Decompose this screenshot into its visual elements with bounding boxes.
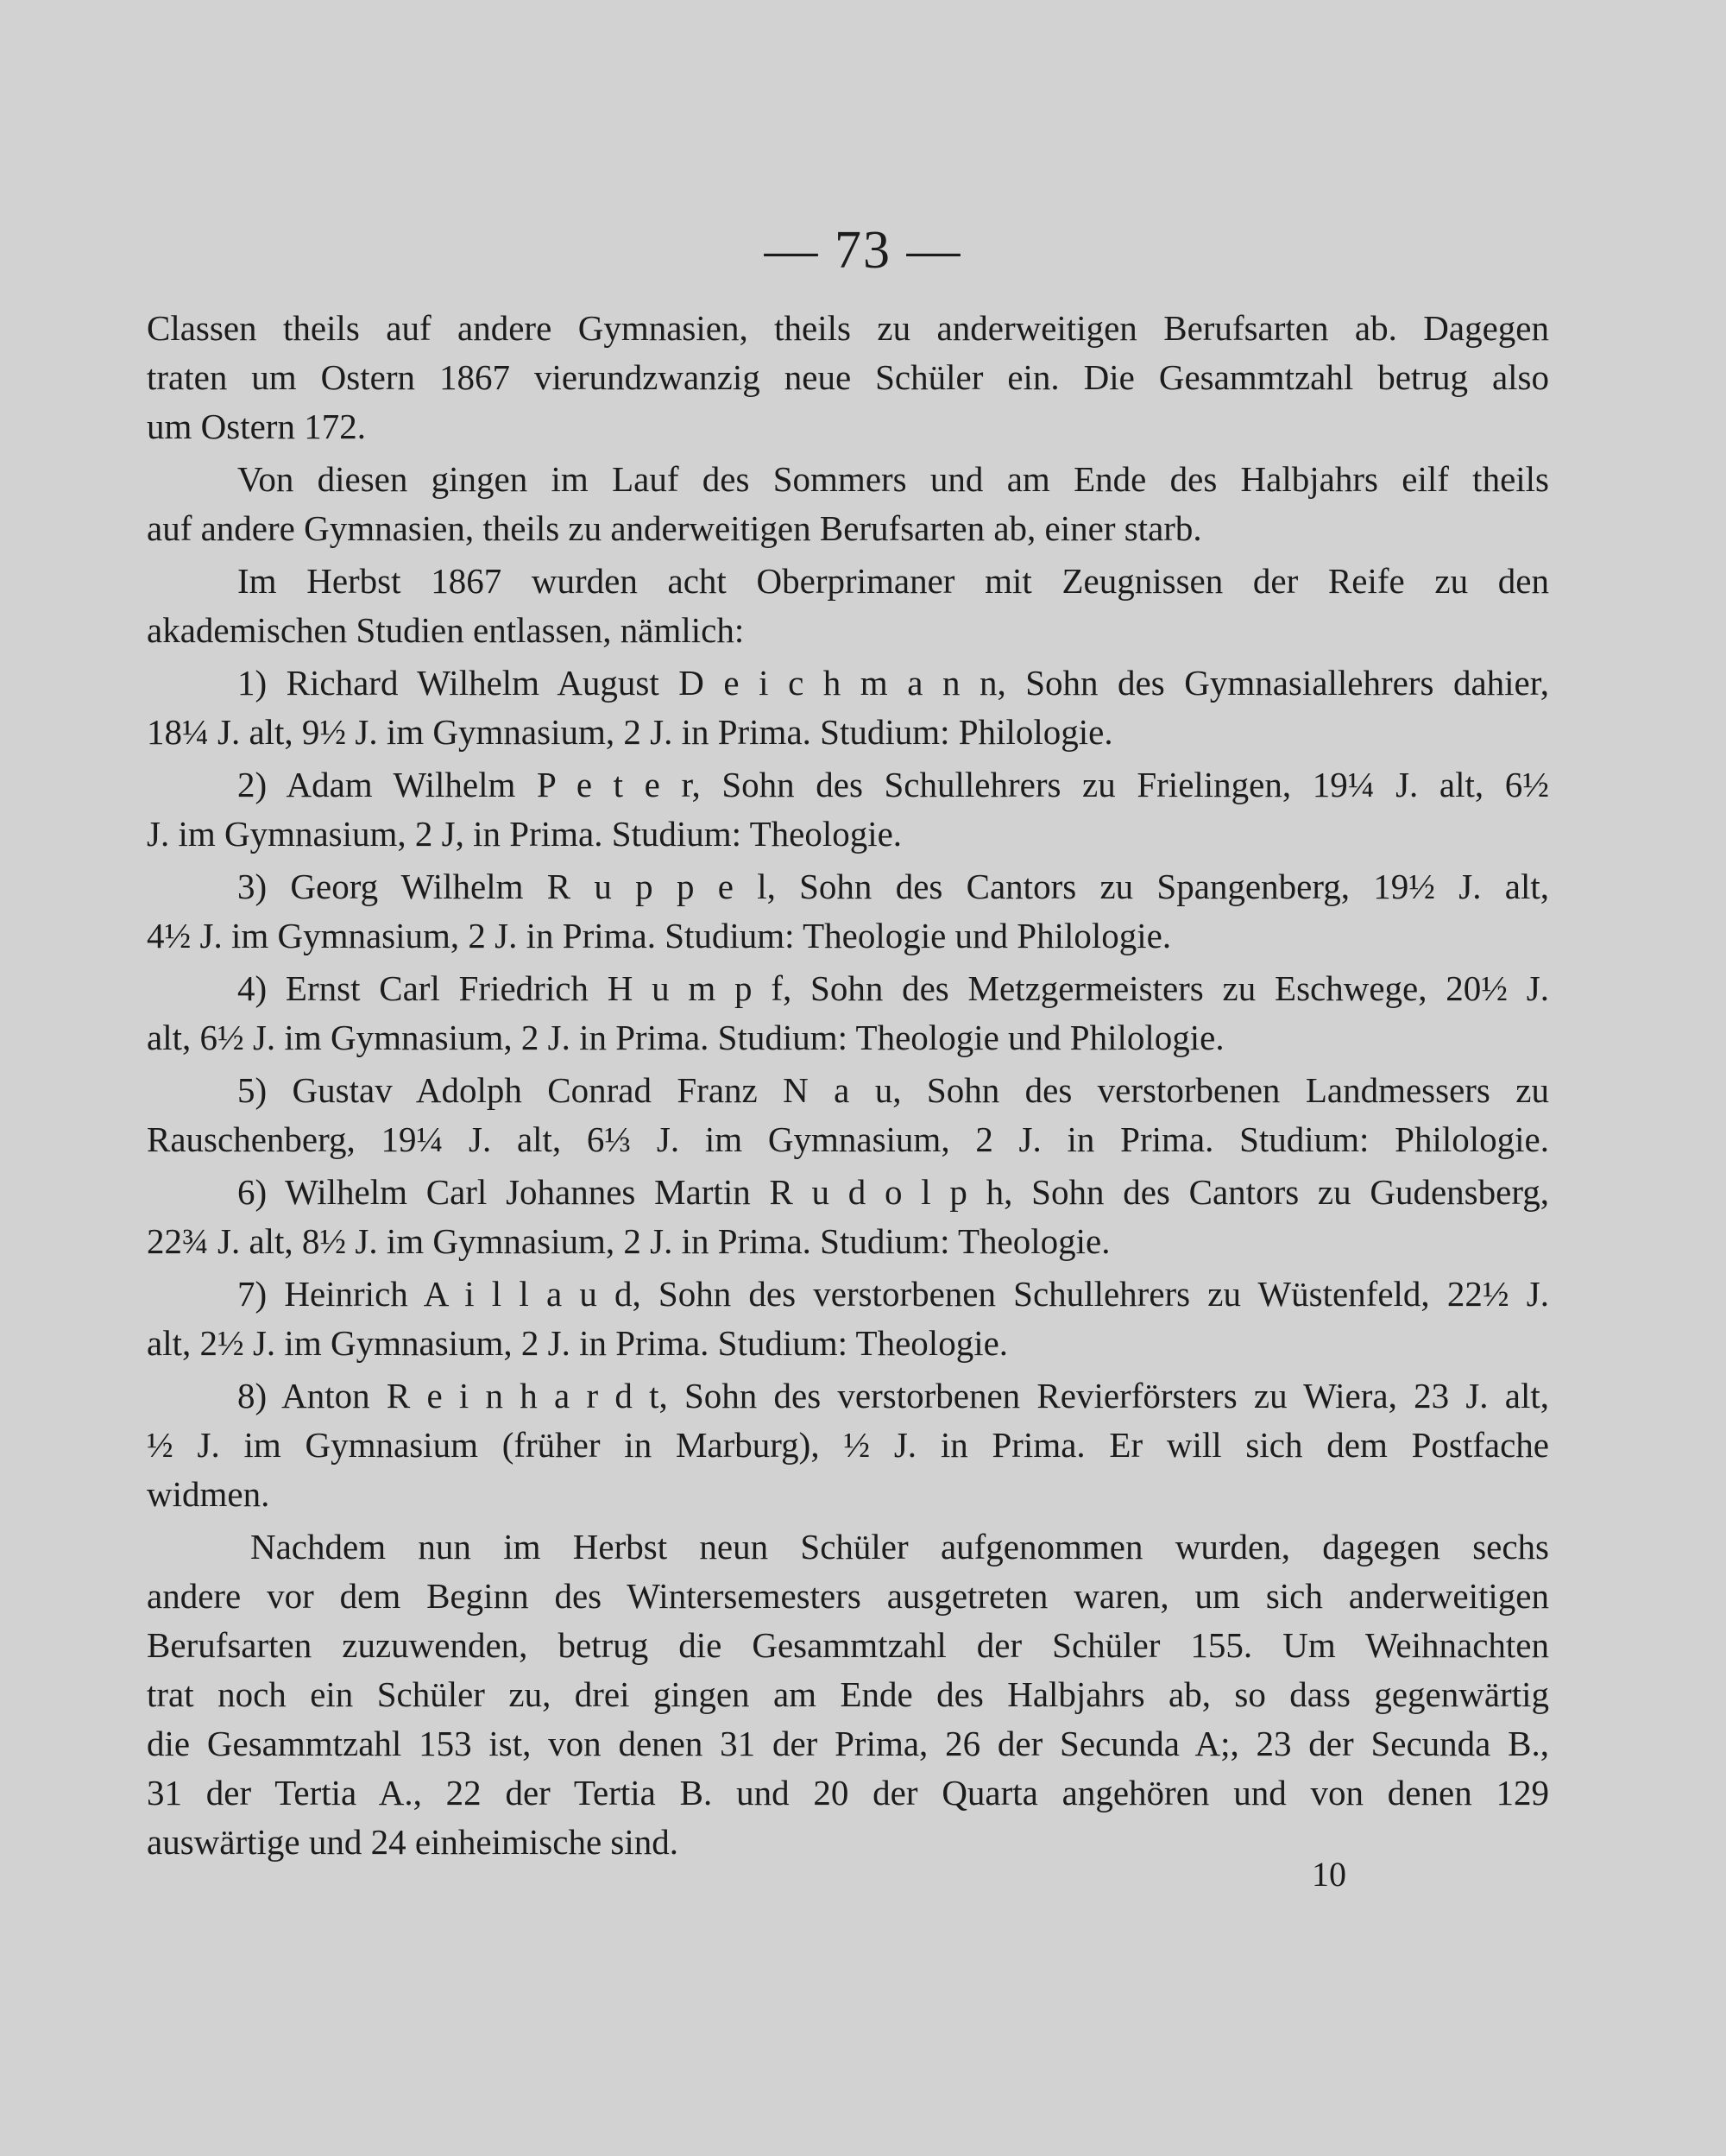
text-line: akademischen Studien entlassen, nämlich: <box>147 610 745 650</box>
graduate-entry-5: 5) Gustav Adolph Conrad Franz N a u, Sohn des verstorbenen Landmessers zu <box>237 1070 1549 1110</box>
text-line: traten um Ostern 1867 vierundzwanzig neue Schüler ein. Die Gesammtzahl betrug also <box>147 357 1549 397</box>
text-line: alt, 2½ J. im Gymnasium, 2 J. in Prima. Studium: Theologie. <box>147 1323 1009 1363</box>
text-line: ½ J. im Gymnasium (früher in Marburg), ½ J. in Prima. Er will sich dem Postfache <box>147 1425 1549 1465</box>
text-line: auswärtige und 24 einheimische sind. <box>147 1822 679 1862</box>
graduate-entry-2: 2) Adam Wilhelm P e t e r, Sohn des Schullehrers zu Frielingen, 19¼ J. alt, 6½ <box>237 765 1549 804</box>
graduate-entry-4: 4) Ernst Carl Friedrich H u m p f, Sohn des Metzgermeisters zu Eschwege, 20½ J. <box>237 968 1549 1008</box>
graduate-entry-1: 1) Richard Wilhelm August D e i c h m a n n, Sohn des Gymnasiallehrers dahier, <box>237 663 1549 703</box>
text-line: 22¾ J. alt, 8½ J. im Gymnasium, 2 J. in Prima. Studium: Theologie. <box>147 1221 1111 1261</box>
text-line: Nachdem nun im Herbst neun Schüler aufgenommen wurden, dagegen sechs <box>250 1527 1549 1567</box>
text-line: alt, 6½ J. im Gymnasium, 2 J. in Prima. Studium: Theologie und Philologie. <box>147 1018 1225 1057</box>
graduate-entry-7: 7) Heinrich A i l l a u d, Sohn des verstorbenen Schullehrers zu Wüstenfeld, 22½ J. <box>237 1274 1549 1314</box>
text-line: andere vor dem Beginn des Wintersemesters ausgetreten waren, um sich anderweitigen <box>147 1576 1549 1616</box>
graduate-entry-8: 8) Anton R e i n h a r d t, Sohn des verstorbenen Revierförsters zu Wiera, 23 J. alt, <box>237 1376 1549 1415</box>
text-line: auf andere Gymnasien, theils zu anderweitigen Berufsarten ab, einer starb. <box>147 508 1202 548</box>
text-line: Classen theils auf andere Gymnasien, theils zu anderweitigen Berufsarten ab. Dagegen <box>147 308 1549 348</box>
text-line: Im Herbst 1867 wurden acht Oberprimaner mit Zeugnissen der Reife zu den <box>237 561 1549 601</box>
text-line: um Ostern 172. <box>147 407 366 446</box>
text-line: Berufsarten zuzuwenden, betrug die Gesammtzahl der Schüler 155. Um Weihnachten <box>147 1625 1549 1665</box>
text-line: die Gesammtzahl 153 ist, von denen 31 der Prima, 26 der Secunda A;, 23 der Secunda B., <box>147 1724 1549 1763</box>
text-line: Von diesen gingen im Lauf des Sommers und am Ende des Halbjahrs eilf theils <box>237 459 1549 499</box>
page-number: — 73 — <box>764 221 962 280</box>
text-line: widmen. <box>147 1474 270 1514</box>
graduate-entry-3: 3) Georg Wilhelm R u p p e l, Sohn des Cantors zu Spangenberg, 19½ J. alt, <box>237 867 1549 906</box>
text-line: 18¼ J. alt, 9½ J. im Gymnasium, 2 J. in Prima. Studium: Philologie. <box>147 712 1113 752</box>
text-line: Rauschenberg, 19¼ J. alt, 6⅓ J. im Gymnasium, 2 J. in Prima. Studium: Philologie. <box>147 1119 1549 1159</box>
signature-mark: 10 <box>1312 1855 1346 1894</box>
text-line: 31 der Tertia A., 22 der Tertia B. und 20 der Quarta angehören und von denen 129 <box>147 1773 1549 1812</box>
graduate-entry-6: 6) Wilhelm Carl Johannes Martin R u d o l p h, Sohn des Cantors zu Gudensberg, <box>237 1172 1549 1212</box>
text-line: J. im Gymnasium, 2 J, in Prima. Studium: Theologie. <box>147 814 903 854</box>
text-line: 4½ J. im Gymnasium, 2 J. in Prima. Studium: Theologie und Philologie. <box>147 916 1172 955</box>
text-line: trat noch ein Schüler zu, drei gingen am Ende des Halbjahrs ab, so dass gegenwärtig <box>147 1674 1549 1714</box>
